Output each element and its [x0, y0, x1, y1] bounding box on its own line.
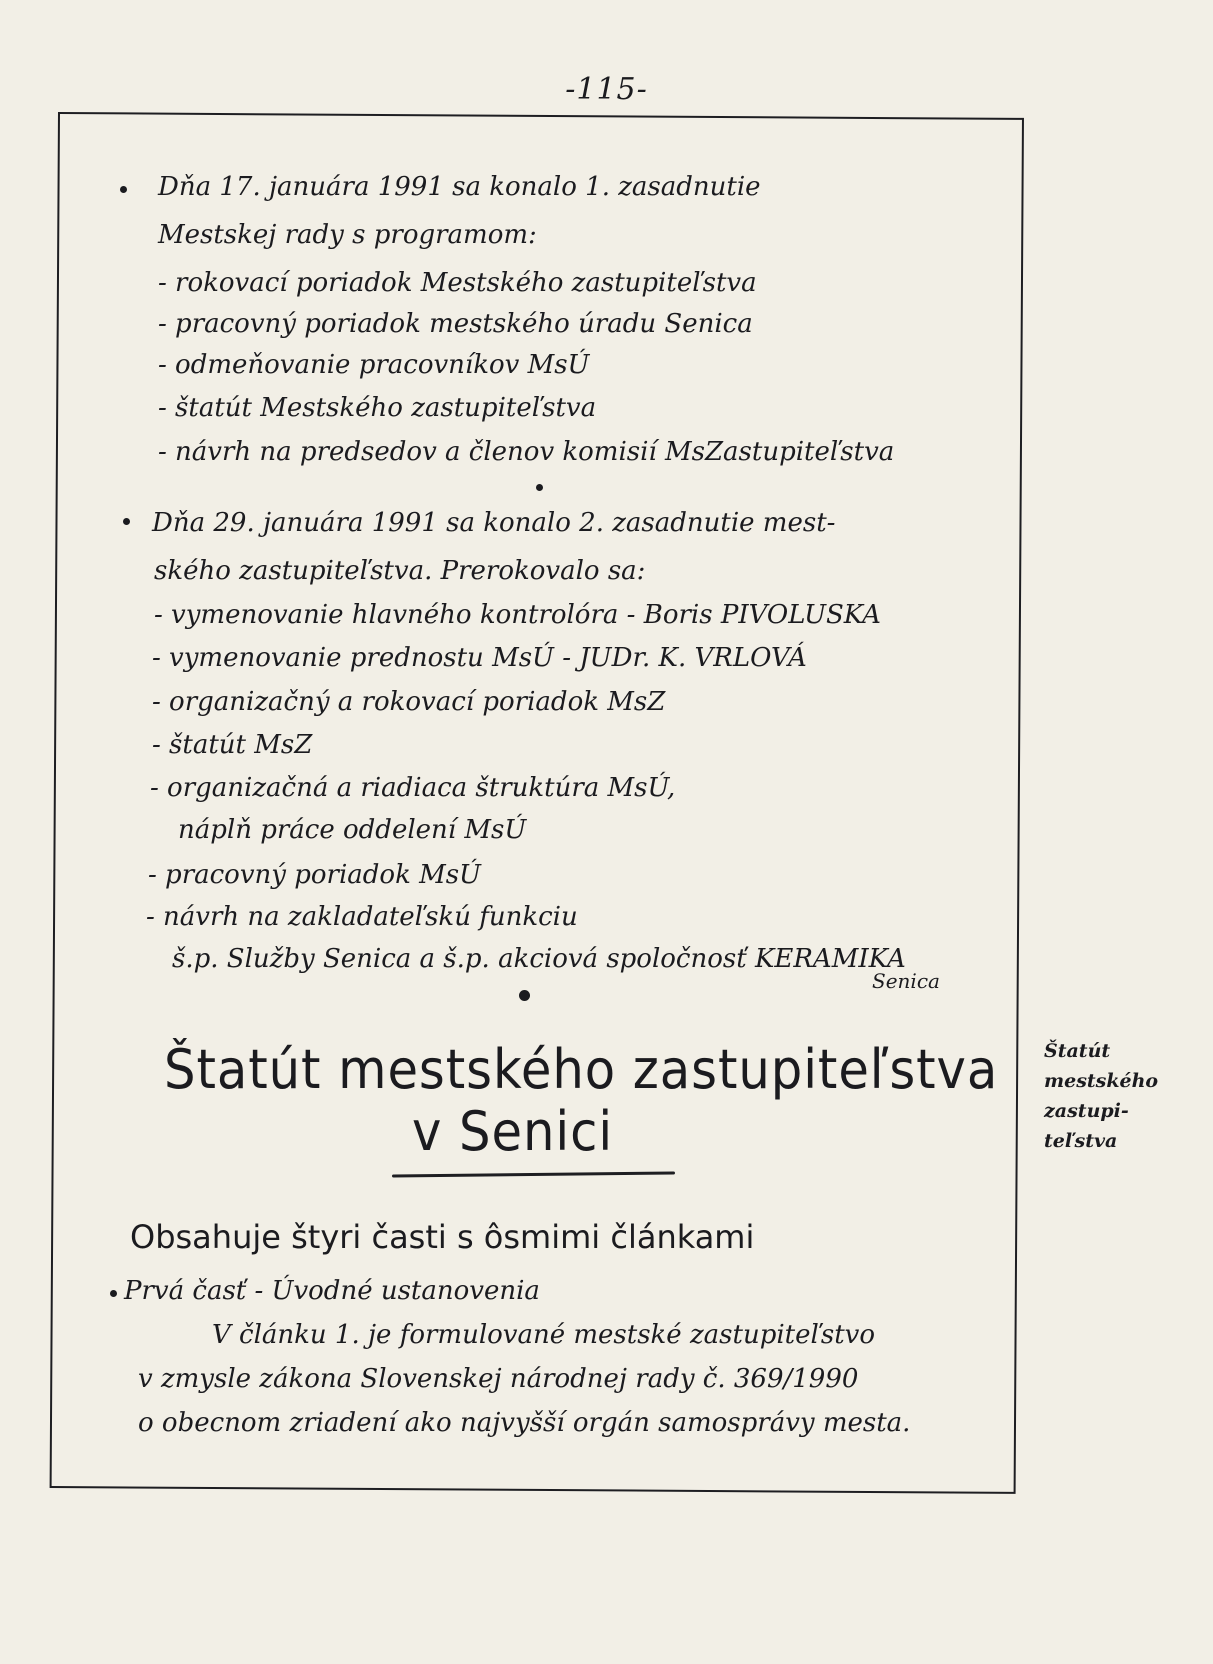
meeting2-item: - pracovný poriadok MsÚ — [148, 860, 481, 890]
meeting2-item-continuation: náplň práce oddelení MsÚ — [178, 815, 527, 845]
article-line: v zmysle zákona Slovenskej národnej rady č. 369/1990 — [138, 1364, 859, 1394]
meeting1-item: - odmeňovanie pracovníkov MsÚ — [158, 350, 590, 380]
article-line: o obecnom zriadení ako najvyšší orgán samosprávy mesta. — [138, 1408, 911, 1438]
meeting2-intro-line2: ského zastupiteľstva. Prerokovalo sa: — [154, 556, 646, 586]
separator-dot — [519, 990, 530, 1001]
separator-dot — [536, 484, 543, 491]
side-note-line: mestského — [1044, 1070, 1159, 1092]
meeting2-item: - organizačná a riadiaca štruktúra MsÚ, — [150, 773, 676, 803]
bullet-meeting1 — [120, 186, 127, 193]
meeting2-item: - návrh na zakladateľskú funkciu — [146, 902, 578, 932]
part1-heading: Prvá časť - Úvodné ustanovenia — [124, 1276, 540, 1306]
article-line: V článku 1. je formulované mestské zastupiteľstvo — [212, 1320, 876, 1350]
meeting1-item: - návrh na predsedov a členov komisií MsZastupiteľstva — [158, 437, 895, 467]
meeting1-item: - štatút Mestského zastupiteľstva — [158, 393, 597, 423]
meeting2-item-continuation: š.p. Služby Senica a š.p. akciová spoločnosť KERAMIKA — [172, 944, 906, 974]
meeting1-item: - pracovný poriadok mestského úradu Senica — [158, 309, 753, 339]
statute-contains: Obsahuje štyri časti s ôsmimi článkami — [130, 1218, 755, 1256]
bullet-meeting2 — [123, 518, 130, 525]
meeting2-intro-line1: Dňa 29. januára 1991 sa konalo 2. zasadnutie mest- — [152, 508, 836, 538]
meeting2-item-continuation: Senica — [872, 969, 940, 993]
side-note-line: Štatút — [1044, 1040, 1111, 1062]
meeting2-item: - vymenovanie hlavného kontrolóra - Boris PIVOLUSKA — [154, 600, 881, 630]
page-number: -115- — [565, 72, 648, 107]
meeting1-item: - rokovací poriadok Mestského zastupiteľstva — [158, 268, 757, 298]
meeting1-intro-line1: Dňa 17. januára 1991 sa konalo 1. zasadnutie — [158, 172, 761, 202]
meeting2-item: - organizačný a rokovací poriadok MsZ — [152, 687, 666, 717]
meeting1-intro-line2: Mestskej rady s programom: — [158, 220, 537, 250]
statute-title-line2: v Senici — [412, 1100, 614, 1163]
bullet-part1 — [110, 1290, 117, 1297]
statute-title-line1: Štatút mestského zastupiteľstva — [164, 1038, 999, 1101]
meeting2-item: - štatút MsZ — [152, 730, 313, 760]
side-note-line: zastupi- — [1044, 1100, 1129, 1122]
side-note-line: teľstva — [1044, 1130, 1118, 1152]
meeting2-item: - vymenovanie prednostu MsÚ - JUDr. K. VRLOVÁ — [152, 643, 807, 673]
